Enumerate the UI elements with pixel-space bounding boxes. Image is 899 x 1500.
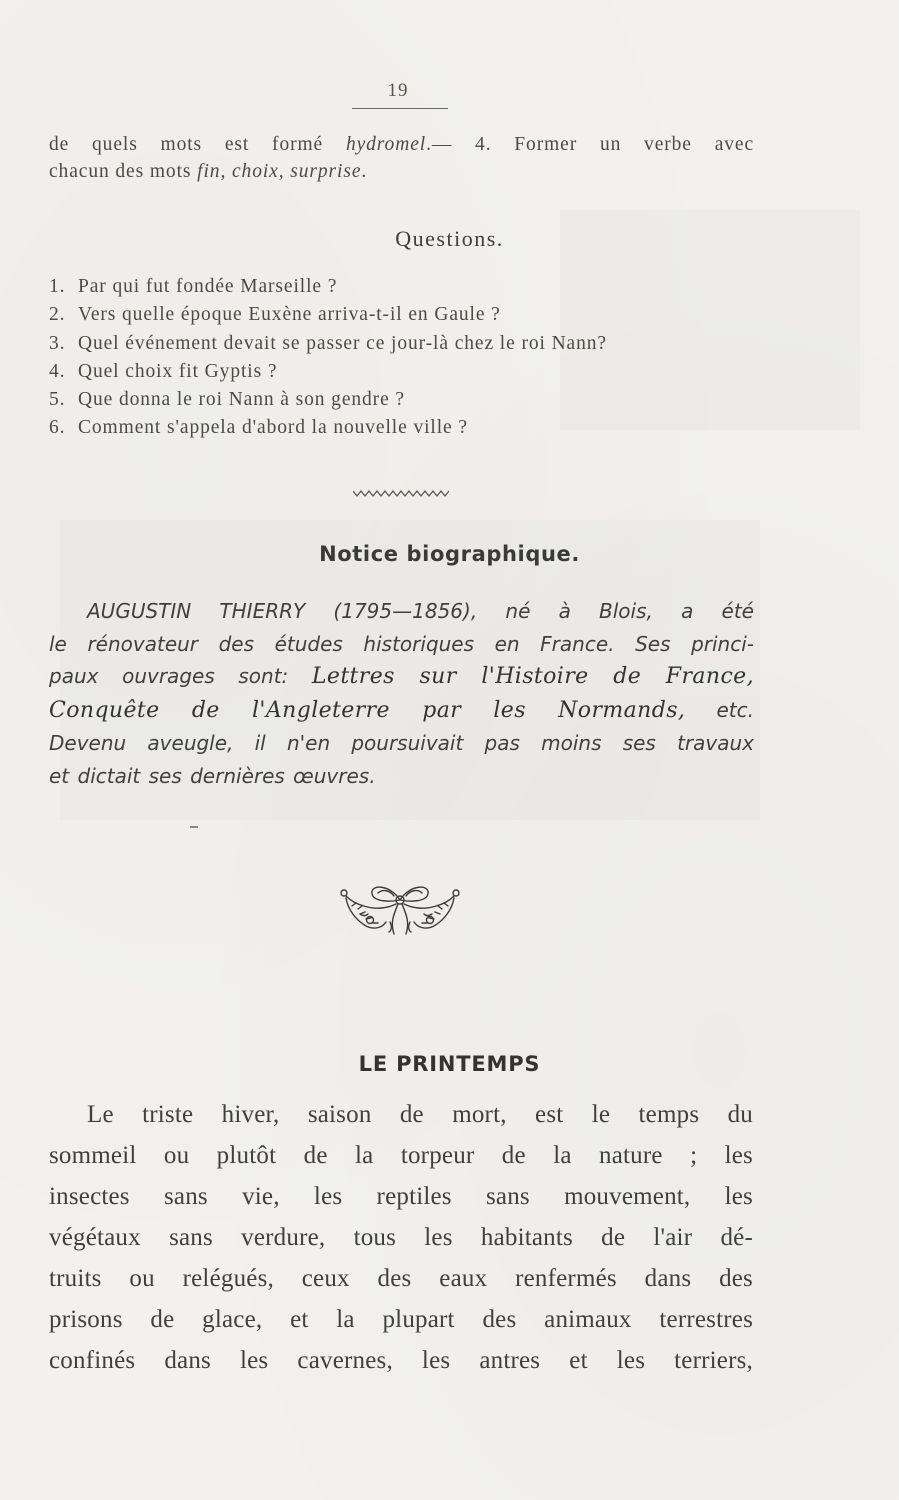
- book-title-script: Lettres sur l'Histoire de France,: [311, 664, 754, 690]
- body-line: Le triste hiver, saison de mort, est le temps du: [87, 1101, 753, 1128]
- intro-italic-words: fin, choix, surprise: [197, 161, 362, 182]
- intro-text: .— 4. Former un verbe avec: [426, 134, 755, 155]
- question-number: 4.: [49, 360, 66, 382]
- page-number: 19: [387, 80, 409, 101]
- body-line: insectes sans vie, les reptiles sans mouvement, les: [49, 1183, 753, 1210]
- intro-italic-word: hydromel: [345, 134, 427, 155]
- question-number: 1.: [49, 276, 66, 297]
- question-item: [49, 386, 769, 414]
- question-text: Quel événement devait se passer ce jour-là chez le roi Nann?: [78, 332, 607, 354]
- bio-text: AUGUSTIN THIERRY (1795—1856), né à Blois, a été: [87, 599, 754, 623]
- bow-garland-ornament-icon: [330, 880, 470, 950]
- question-text: Quel choix fit Gyptis ?: [78, 360, 278, 382]
- bio-line: [49, 660, 754, 694]
- body-line: végétaux sans verdure, tous les habitants de l'air dé-: [49, 1224, 753, 1251]
- stray-mark: [190, 826, 198, 828]
- intro-text: .: [361, 161, 368, 182]
- section-heading: LE PRINTEMPS: [358, 1052, 541, 1076]
- bio-line: le rénovateur des études historiques en France. Ses princi-: [49, 631, 754, 656]
- questions-list: [49, 273, 769, 443]
- question-text: Comment s'appela d'abord la nouvelle ville ?: [78, 417, 468, 439]
- body-line: confinés dans les cavernes, les antres et les terriers,: [49, 1347, 753, 1374]
- intro-text: de quels mots est formé: [49, 134, 346, 155]
- question-item: [49, 414, 769, 442]
- book-title-script: Conquête de l'Angleterre par les Normands,: [49, 697, 686, 723]
- question-number: 3.: [49, 332, 66, 354]
- question-number: 5.: [49, 389, 66, 411]
- bio-line: [49, 694, 754, 728]
- body-paragraph: [49, 1094, 753, 1381]
- body-line: sommeil ou plutôt de la torpeur de la nature ; les: [49, 1142, 753, 1169]
- question-text: Que donna le roi Nann à son gendre ?: [78, 389, 405, 411]
- intro-line-1: [49, 131, 754, 158]
- question-item: [49, 330, 769, 358]
- question-item: [49, 301, 769, 329]
- intro-text: chacun des mots: [49, 161, 198, 182]
- page-number-rule: [352, 108, 448, 109]
- body-line: truits ou relégués, ceux des eaux renfermés dans des: [49, 1265, 753, 1292]
- question-number: 2.: [49, 304, 66, 326]
- notice-heading: Notice biographique.: [319, 542, 580, 566]
- bio-line: et dictait ses dernières œuvres.: [49, 763, 376, 788]
- question-text: Par qui fut fondée Marseille ?: [78, 276, 338, 297]
- body-line: prisons de glace, et la plupart des animaux terrestres: [49, 1306, 753, 1333]
- biographical-notice: [49, 595, 754, 793]
- bio-line: Devenu aveugle, il n'en poursuivait pas moins ses travaux: [49, 731, 754, 756]
- bio-line: [49, 595, 754, 628]
- bio-text: etc.: [685, 697, 755, 722]
- question-item: [49, 273, 769, 301]
- intro-line-2: [49, 158, 754, 185]
- question-item: [49, 358, 769, 386]
- bio-text: paux ouvrages sont:: [49, 664, 312, 689]
- question-number: 6.: [49, 417, 66, 439]
- question-text: Vers quelle époque Euxène arriva-t-il en Gaule ?: [78, 304, 501, 326]
- zigzag-separator: [353, 488, 449, 498]
- questions-heading: Questions.: [395, 226, 504, 251]
